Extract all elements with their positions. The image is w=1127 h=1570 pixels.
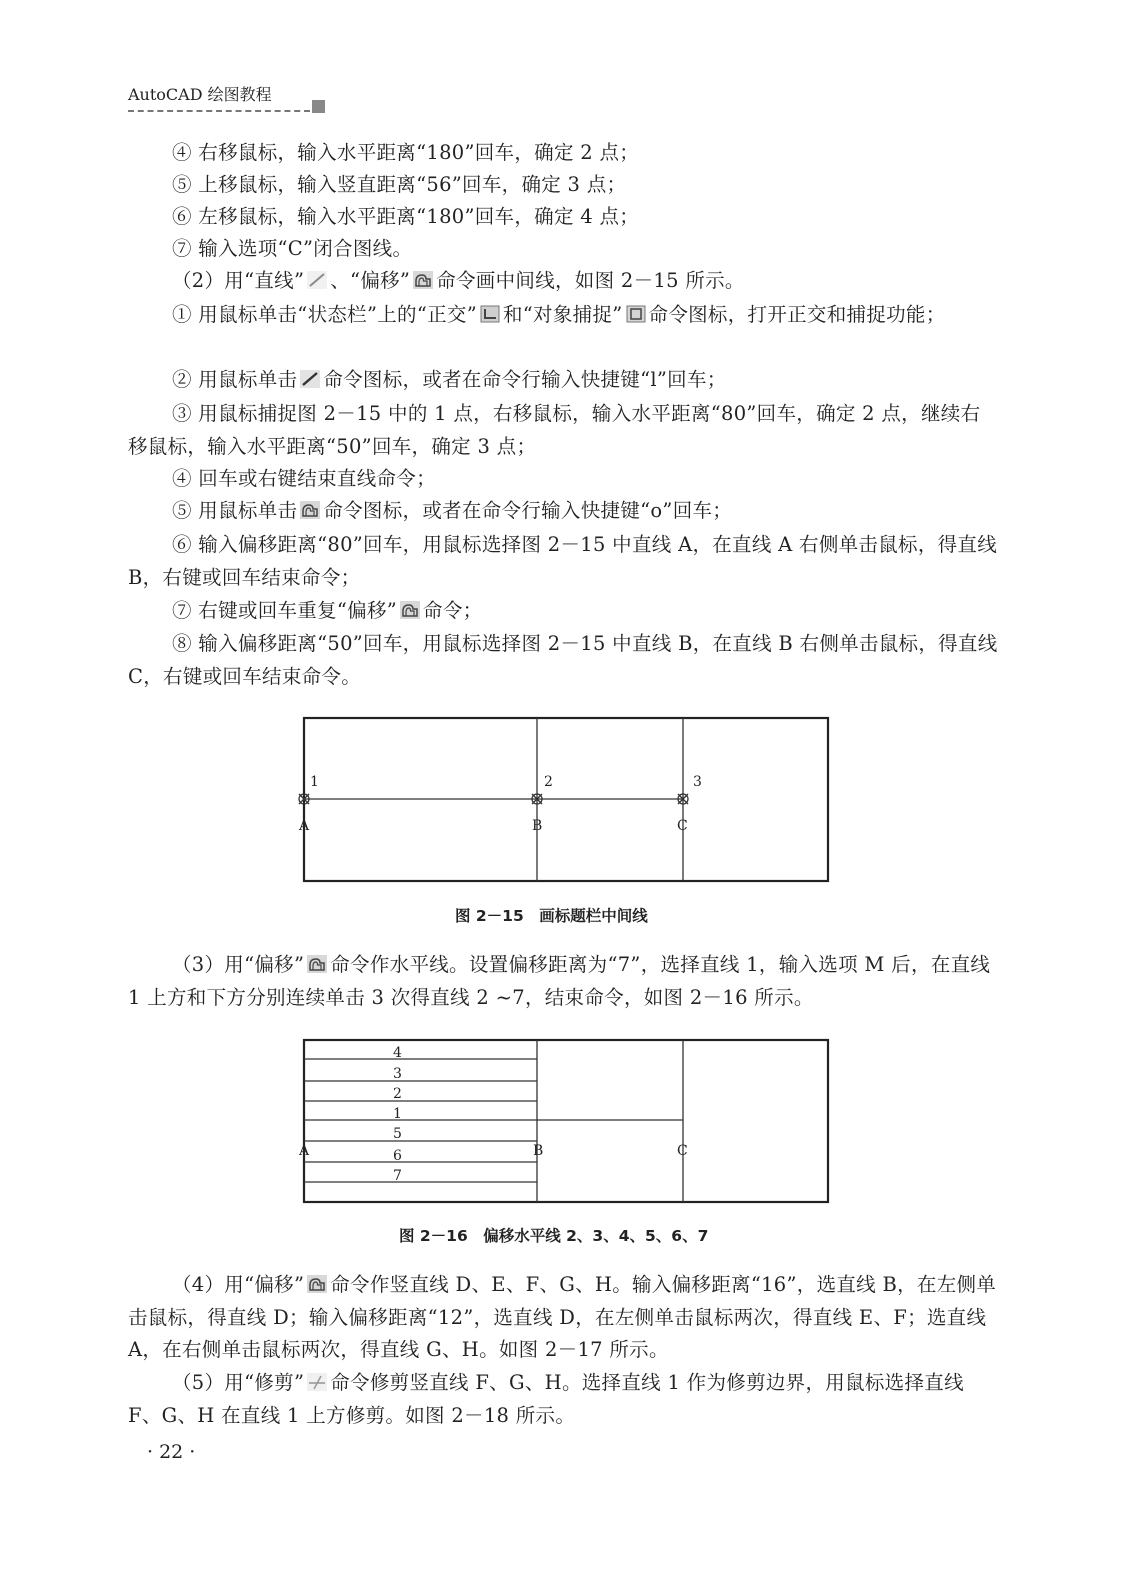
row-label-2: 2	[393, 1086, 402, 1102]
running-header: AutoCAD 绘图教程	[128, 85, 272, 104]
step-8-text: ⑧ 输入偏移距离“50”回车，用鼠标选择图 2－15 中直线 B，在直线 B 右侧单击鼠标，得直线 C，右键或回车结束命令。	[128, 632, 998, 688]
step-7b-text	[128, 595, 1000, 628]
offset-tool-icon	[306, 954, 328, 974]
step-6b-text: ⑥ 输入偏移距离“80”回车，用鼠标选择图 2－15 中直线 A，在直线 A 右侧单击鼠标，得直线 B，右键或回车结束命令；	[128, 533, 998, 589]
step-4-text: ④ 右移鼠标，输入水平距离“180”回车，确定 2 点；	[172, 141, 640, 164]
figure-2-16-caption: 图 2－16 偏移水平线 2、3、4、5、6、7	[399, 1227, 709, 1245]
step-1-part-b: 和“对象捕捉”	[502, 303, 623, 326]
step-5b-part-b: 命令图标，或者在命令行输入快捷键“o”回车；	[323, 499, 733, 522]
title-block-border	[304, 1040, 828, 1202]
figure-2-15-drawing	[296, 716, 832, 884]
page-number: · 22 ·	[147, 1441, 196, 1463]
offset-tool-icon	[299, 500, 321, 520]
row-label-7: 7	[393, 1168, 402, 1184]
line-tool-icon	[299, 369, 321, 389]
step-6-text: ⑥ 左移鼠标，输入水平距离“180”回车，确定 4 点；	[172, 205, 640, 228]
section-5-part-b: 命令修剪竖直线 F、G、H。选择直线 1 作为修剪边界，用鼠标选择直线 F、G、H 在直线 1 上方修剪。如图 2－18 所示。	[128, 1371, 964, 1427]
offset-tool-icon	[412, 270, 434, 290]
section-3-part-b: 命令作水平线。设置偏移距离为“7”，选择直线 1，输入选项 M 后，在直线 1 上方和下方分别连续单击 3 次得直线 2 ~7，结束命令，如图 2－16 所示。	[128, 953, 991, 1009]
section-2-part-a: （2）用“直线”	[172, 269, 305, 292]
row-label-4: 4	[393, 1045, 402, 1061]
section-2-text	[128, 265, 1000, 298]
step-2-part-b: 命令图标，或者在命令行输入快捷键“l”回车；	[323, 368, 727, 391]
line-label-a: A	[299, 818, 310, 834]
section-5-text	[128, 1367, 1000, 1432]
step-5b-part-a: ⑤ 用鼠标单击	[172, 499, 298, 522]
point-label-2: 2	[544, 774, 553, 790]
row-label-6: 6	[393, 1148, 402, 1164]
section-2-part-c: 命令画中间线，如图 2－15 所示。	[436, 269, 745, 292]
ortho-toggle-icon	[479, 304, 501, 324]
section-4-text	[128, 1269, 1000, 1367]
line-label-b: B	[532, 818, 543, 834]
step-1-text	[128, 299, 1000, 332]
line-label-a: A	[299, 1143, 310, 1159]
section-4-part-a: （4）用“偏移”	[172, 1273, 305, 1296]
step-2-part-a: ② 用鼠标单击	[172, 368, 298, 391]
line-tool-icon	[306, 270, 328, 290]
line-label-b: B	[533, 1143, 544, 1159]
trim-tool-icon	[306, 1372, 328, 1392]
step-1-part-c: 命令图标，打开正交和捕捉功能；	[648, 303, 946, 326]
step-5b-text	[128, 495, 1000, 528]
line-label-c: C	[677, 818, 688, 834]
section-4-part-b: 命令作竖直线 D、E、F、G、H。输入偏移距离“16”，选直线 B，在左侧单击鼠标，得直线 D；输入偏移距离“12”，选直线 D，在左侧单击鼠标两次，得直线 E、F；选直线 A，在右侧单击鼠标两次，得直线 G、H。如图 2－17 所示。	[128, 1273, 997, 1361]
point-label-1: 1	[310, 774, 319, 790]
offset-tool-icon	[306, 1274, 328, 1294]
row-label-3: 3	[393, 1066, 402, 1082]
figure-2-16-drawing	[296, 1038, 832, 1204]
offset-tool-icon	[399, 600, 421, 620]
object-snap-toggle-icon	[625, 304, 647, 324]
step-7b-part-b: 命令；	[423, 599, 483, 622]
section-5-part-a: （5）用“修剪”	[172, 1371, 305, 1394]
row-label-5: 5	[393, 1126, 402, 1142]
step-2-text	[128, 364, 1000, 397]
section-3-part-a: （3）用“偏移”	[172, 953, 305, 976]
step-1-part-a: ① 用鼠标单击“状态栏”上的“正交”	[172, 303, 477, 326]
header-dashed-rule	[128, 110, 310, 112]
step-7b-part-a: ⑦ 右键或回车重复“偏移”	[172, 599, 398, 622]
section-3-text	[128, 949, 1000, 1014]
line-label-c: C	[677, 1143, 688, 1159]
step-4b-text: ④ 回车或右键结束直线命令；	[172, 467, 436, 490]
header-square-mark	[312, 100, 325, 113]
figure-2-15-caption: 图 2－15 画标题栏中间线	[455, 907, 648, 925]
step-7-text: ⑦ 输入选项“C”闭合图线。	[172, 237, 413, 260]
section-2-part-b: 、“偏移”	[330, 269, 411, 292]
row-label-1: 1	[393, 1106, 402, 1122]
point-label-3: 3	[693, 774, 702, 790]
step-3-text: ③ 用鼠标捕捉图 2－15 中的 1 点，右移鼠标，输入水平距离“80”回车，确定 2 点，继续右移鼠标，输入水平距离“50”回车，确定 3 点；	[128, 402, 981, 458]
step-5-text: ⑤ 上移鼠标，输入竖直距离“56”回车，确定 3 点；	[172, 173, 627, 196]
